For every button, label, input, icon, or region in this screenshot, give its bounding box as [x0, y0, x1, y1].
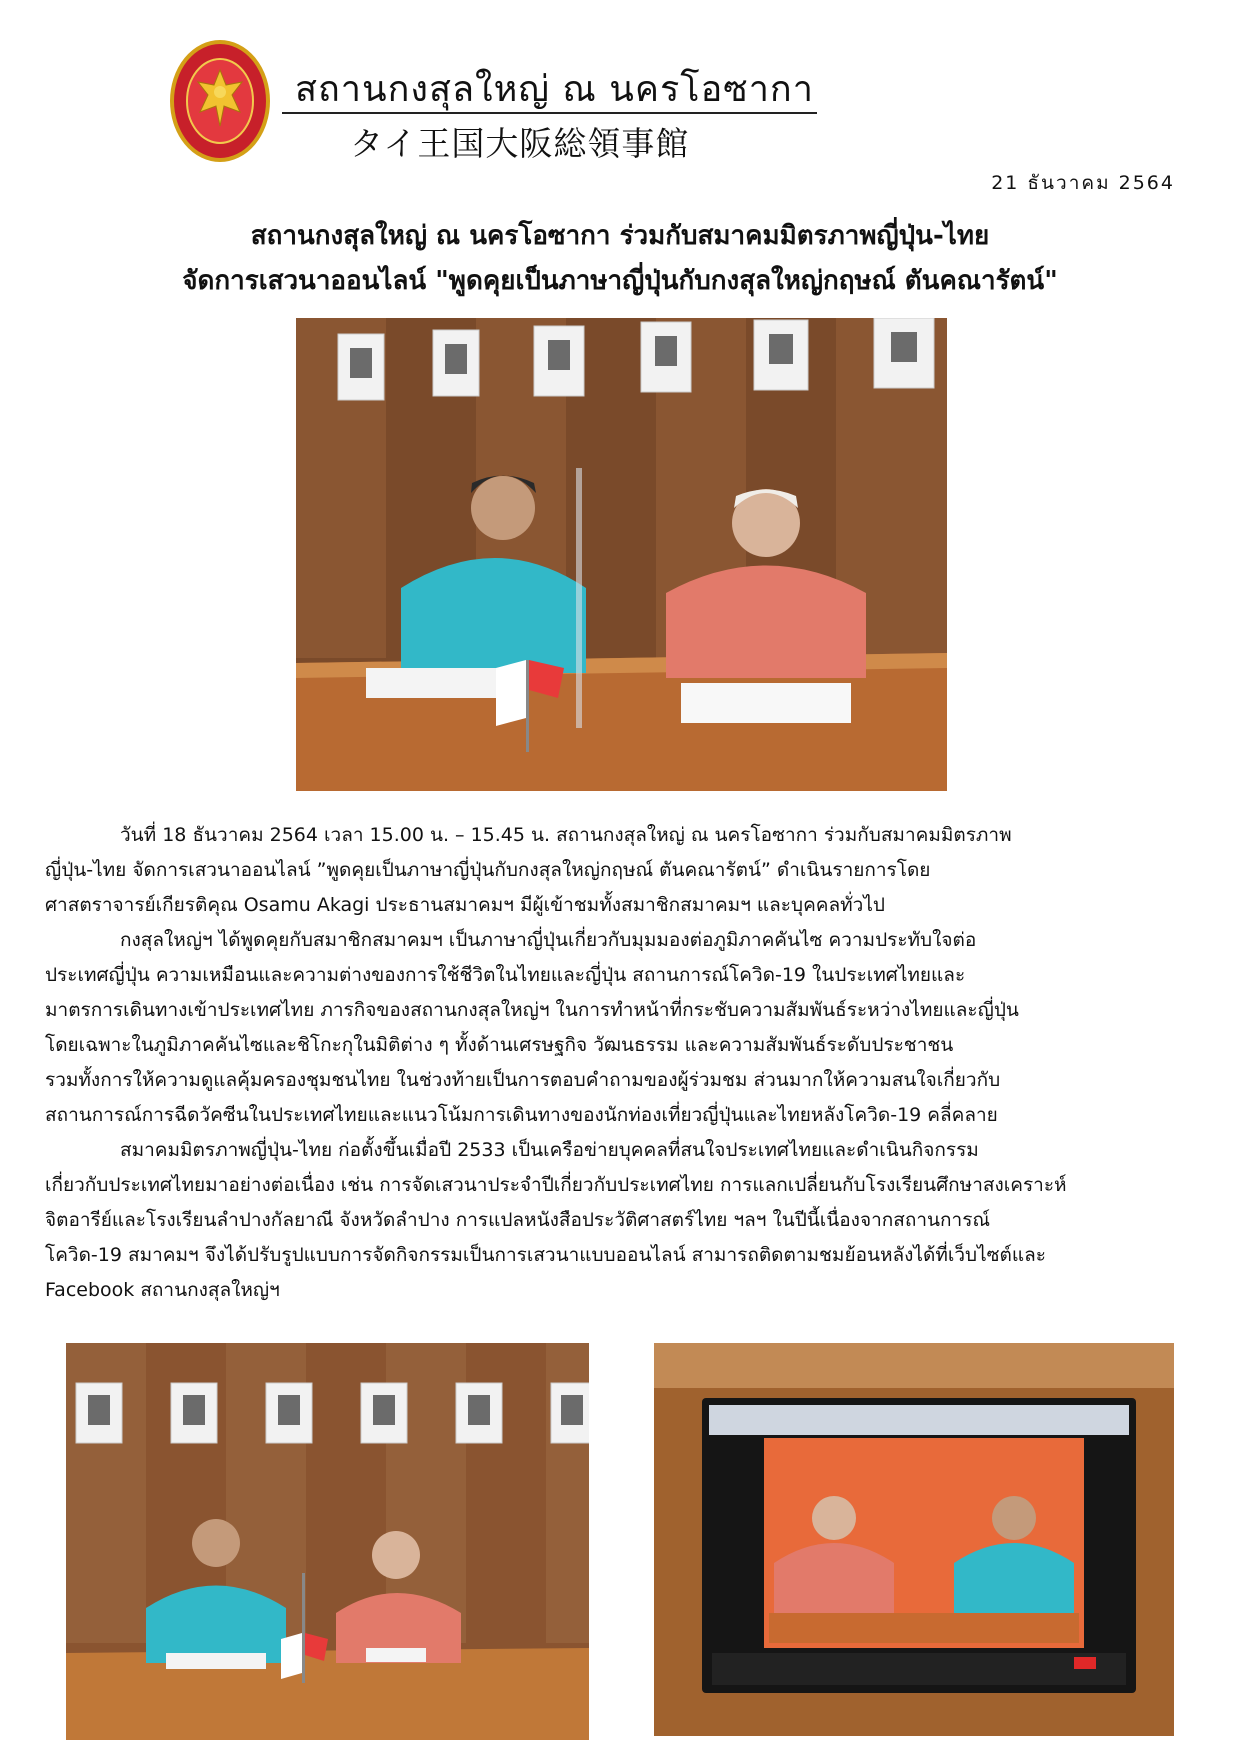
- body-line: จิตอารีย์และโรงเรียนลำปางกัลยาณี จังหวัดลำปาง การแปลหนังสือประวัติศาสตร์ไทย ฯลฯ ในปีนี้เนื่องจากสถานการณ์: [45, 1209, 991, 1231]
- meeting-photo-left: [66, 1343, 589, 1740]
- body-line: ญี่ปุ่น-ไทย จัดการเสวนาออนไลน์ ”พูดคุยเป็นภาษาญี่ปุ่นกับกงสุลใหญ่กฤษณ์ ตันคณารัตน์” ดำเนินรายการโดย: [45, 859, 931, 881]
- body-line: โควิด-19 สมาคมฯ จึงได้ปรับรูปแบบการจัดกิจกรรมเป็นการเสวนาแบบออนไลน์ สามารถติดตามชมย้อนหลังได้ที่เว็บไซต์และ: [45, 1244, 1046, 1266]
- body-line: ประเทศญี่ปุ่น ความเหมือนและความต่างของการใช้ชีวิตในไทยและญี่ปุ่น สถานการณ์โควิด-19 ในประเทศไทยและ: [45, 964, 966, 986]
- consulate-seal-logo: [170, 40, 270, 162]
- org-name-japanese: タイ王国大阪総領事館: [350, 124, 690, 163]
- body-line: สถานการณ์การฉีดวัคซีนในประเทศไทยและแนวโน้มการเดินทางของนักท่องเที่ยวญี่ปุ่นและไทยหลังโควิด-19 คลี่คลาย: [45, 1104, 998, 1126]
- body-line: ศาสตราจารย์เกียรติคุณ Osamu Akagi ประธานสมาคมฯ มีผู้เข้าชมทั้งสมาชิกสมาคมฯ และบุคคลทั่วไป: [45, 894, 885, 916]
- body-line: มาตรการเดินทางเข้าประเทศไทย ภารกิจของสถานกงสุลใหญ่ฯ ในการทำหน้าที่กระชับความสัมพันธ์ระหว่างไทยและญี่ปุ่น: [45, 999, 1019, 1021]
- body-line: เกี่ยวกับประเทศไทยมาอย่างต่อเนื่อง เช่น การจัดเสวนาประจำปีเกี่ยวกับประเทศไทย การแลกเปลี่ยนกับโรงเรียนศึกษาสงเคราะห์: [45, 1174, 1067, 1196]
- body-line: สมาคมมิตรภาพญี่ปุ่น-ไทย ก่อตั้งขึ้นเมื่อปี 2533 เป็นเครือข่ายบุคคลที่สนใจประเทศไทยและดำเนินกิจกรรม: [120, 1139, 979, 1161]
- online-seminar-screen-photo: [654, 1343, 1174, 1736]
- meeting-photo-main: [296, 318, 947, 791]
- body-line: Facebook สถานกงสุลใหญ่ฯ: [45, 1279, 280, 1301]
- body-line: โดยเฉพาะในภูมิภาคคันไซและชิโกะกุในมิติต่าง ๆ ทั้งด้านเศรษฐกิจ วัฒนธรรม และความสัมพันธ์ระดับประชาชน: [45, 1034, 954, 1056]
- body-line: รวมทั้งการให้ความดูแลคุ้มครองชุมชนไทย ในช่วงท้ายเป็นการตอบคำถามของผู้ร่วมชม ส่วนมากให้ความสนใจเกี่ยวกับ: [45, 1069, 1001, 1091]
- article-body: [45, 818, 1200, 1308]
- org-name-thai: สถานกงสุลใหญ่ ณ นครโอซากา: [295, 69, 814, 110]
- headline-line-2: จัดการเสวนาออนไลน์ "พูดคุยเป็นภาษาญี่ปุ่นกับกงสุลใหญ่กฤษณ์ ตันคณารัตน์": [182, 266, 1058, 296]
- body-line: กงสุลใหญ่ฯ ได้พูดคุยกับสมาชิกสมาคมฯ เป็นภาษาญี่ปุ่นเกี่ยวกับมุมมองต่อภูมิภาคคันไซ ความประทับใจต่อ: [120, 929, 977, 951]
- body-line: วันที่ 18 ธันวาคม 2564 เวลา 15.00 น. – 15.45 น. สถานกงสุลใหญ่ ณ นครโอซากา ร่วมกับสมาคมมิตรภาพ: [120, 824, 1012, 846]
- document-date: 21 ธันวาคม 2564: [991, 172, 1175, 194]
- headline-line-1: สถานกงสุลใหญ่ ณ นครโอซากา ร่วมกับสมาคมมิตรภาพญี่ปุ่น-ไทย: [250, 221, 990, 251]
- header-divider: [282, 112, 817, 114]
